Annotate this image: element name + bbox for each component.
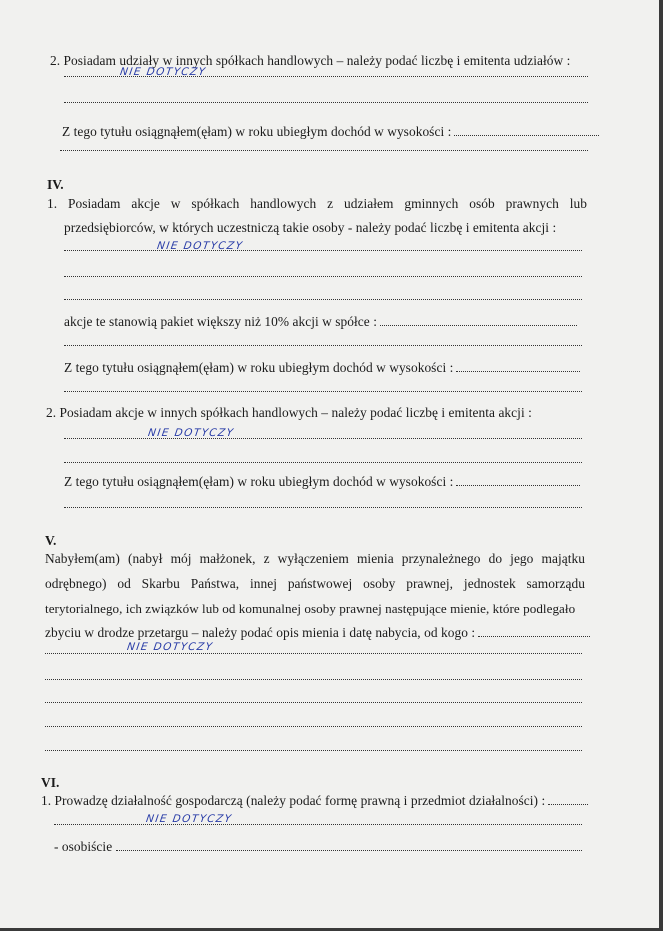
dotted-line — [45, 678, 582, 680]
section6-item1-text: 1. Prowadzę działalność gospodarczą (należy podać formę prawną i przedmiot działalności) : — [41, 793, 588, 809]
dotted-line — [64, 390, 582, 392]
handwritten-answer: NIE DOTYCZY — [119, 66, 208, 78]
section3-income-text: Z tego tytułu osiągnąłem(ęłam) w roku ubiegłym dochód w wysokości : — [62, 124, 599, 140]
section4-income2-text: Z tego tytułu osiągnąłem(ęłam) w roku ubiegłym dochód w wysokości : — [64, 474, 580, 490]
section4-stake-text: akcje te stanowią pakiet większy niż 10% akcji w spółce : — [64, 314, 577, 330]
section4-item1-line1: 1. Posiadam akcje w spółkach handlowych z udziałem gminnych osób prawnych lub — [47, 196, 587, 211]
handwritten-answer: NIE DOTYCZY — [145, 813, 234, 825]
dotted-line — [64, 344, 582, 346]
dotted-line — [64, 298, 582, 300]
section6-personal-text: - osobiście — [54, 839, 582, 855]
dotted-line — [45, 701, 582, 703]
handwritten-answer: NIE DOTYCZY — [156, 240, 245, 252]
section4-item2-text: 2. Posiadam akcje w innych spółkach handlowych – należy podać liczbę i emitenta akcji : — [46, 405, 532, 420]
dotted-line — [45, 749, 582, 751]
dotted-line — [64, 506, 582, 508]
dotted-line — [64, 275, 582, 277]
section-header-iv: IV. — [47, 177, 64, 192]
section-header-vi: VI. — [41, 775, 60, 790]
section5-line2: odrębnego) od Skarbu Państwa, innej państwowej osoby prawnej, jednostek samorządu — [45, 576, 585, 591]
dotted-line — [45, 725, 582, 727]
dotted-line — [60, 149, 588, 151]
handwritten-answer: NIE DOTYCZY — [126, 641, 215, 653]
section3-item2-text: 2. Posiadam udziały w innych spółkach handlowych – należy podać liczbę i emitenta udziałów : — [50, 53, 571, 68]
section5-line3: terytorialnego, ich związków lub od komunalnej osoby prawnej następujące mienie, które podlegało — [45, 601, 576, 616]
dotted-line — [64, 461, 582, 463]
section-header-v: V. — [45, 533, 57, 548]
dotted-line — [64, 101, 588, 103]
section5-line1: Nabyłem(am) (nabył mój małżonek, z wyłączeniem mienia przynależnego do jego majątku — [45, 551, 585, 566]
dotted-line — [64, 437, 582, 439]
section5-line4: zbyciu w drodze przetargu – należy podać opis mienia i datę nabycia, od kogo : — [45, 625, 590, 641]
scan-edge — [659, 0, 663, 931]
dotted-line — [64, 249, 582, 251]
section4-income1-text: Z tego tytułu osiągnąłem(ęłam) w roku ubiegłym dochód w wysokości : — [64, 360, 580, 376]
handwritten-answer: NIE DOTYCZY — [147, 427, 236, 439]
dotted-line — [54, 823, 582, 825]
section4-item1-line2: przedsiębiorców, w których uczestniczą takie osoby - należy podać liczbę i emitenta akcji : — [64, 220, 557, 235]
